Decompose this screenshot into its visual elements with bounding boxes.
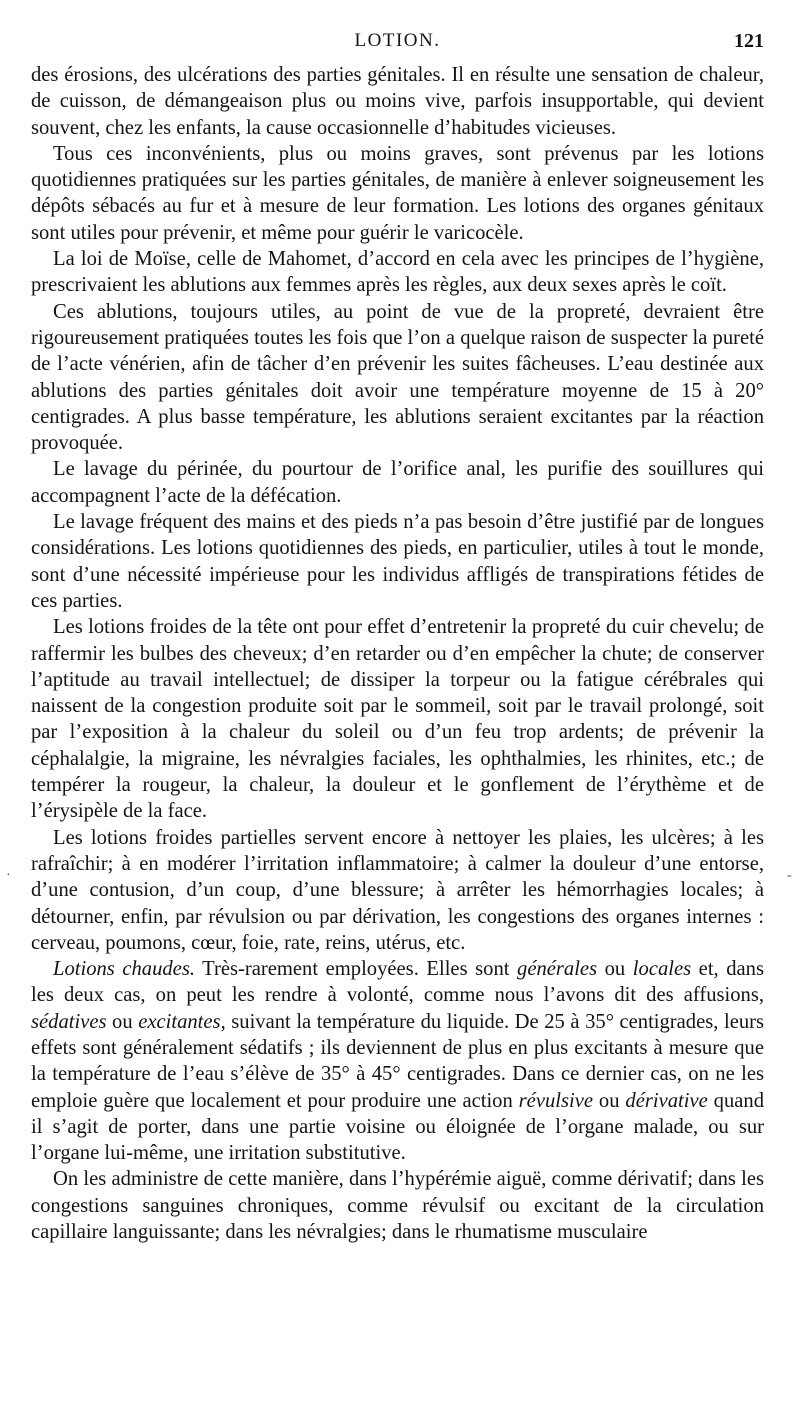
italic-term: excitantes: [138, 1010, 221, 1033]
paragraph-7: Les lotions froides de la tête ont pour effet d’entretenir la propreté du cuir chevelu; de raffermir les bulbes des cheveux; d’en retarder ou d’en empêcher la chute; de conserver l’aptitude au travail intellectuel; de dissiper la torpeur ou la fatigue cérébrales qui naissent de la congestion produite soit par le sommeil, soit par le travail prolongé, soit par l’exposition à la chaleur du soleil ou d’un feu trop ardents; de prévenir la céphalalgie, la migraine, les névralgies faciales, les ophthalmies, les rhinites, etc.; de tempérer la rougeur, la chaleur, la douleur et le gonflement de l’érythème et de l’érysipèle de la face.: [31, 616, 764, 823]
paragraph-10: On les administre de cette manière, dans l’hypérémie aiguë, comme dérivatif; dans les congestions sanguines chroniques, comme révulsif ou excitant de la circulation capillaire languissante; dans les névralgies; dans le rhumatisme musculaire: [31, 1168, 764, 1244]
italic-term: locales: [632, 958, 692, 981]
paragraph-8: Les lotions froides partielles servent encore à nettoyer les plaies, les ulcères; à les rafraîchir; à en modérer l’irritation inflammatoire; à calmer la douleur d’une entorse, d’une contusion, d’un coup, d’une blessure; à arrêter les hémorrhagies locales; à détourner, enfin, par révulsion ou par dérivation, les congestions des organes internes : cerveau, poumons, cœur, foie, rate, reins, utérus, etc.: [31, 826, 764, 954]
text-run: ou: [593, 1089, 626, 1112]
paragraph-2: Tous ces inconvénients, plus ou moins graves, sont prévenus par les lotions quotidiennes pratiquées sur les parties génitales, de manière à enlever soigneusement les dépôts sébacés au fur et à mesure de leur formation. Les lotions des organes génitaux sont utiles pour prévenir, et même pour guérir le varicocèle.: [31, 142, 764, 244]
paragraph-1: des érosions, des ulcérations des parties génitales. Il en résulte une sensation de chaleur, de cuisson, de démangeaison plus ou moins vive, parfois insupportable, qui devient souvent, chez les enfants, la cause occasionnelle d’habitudes vicieuses.: [31, 64, 764, 139]
page-header: [31, 30, 764, 56]
paragraph-3: La loi de Moïse, celle de Mahomet, d’accord en cela avec les principes de l’hygiène, prescrivaient les ablutions aux femmes après les règles, aux deux sexes après le coït.: [31, 248, 764, 297]
paragraph-9: [31, 956, 764, 1166]
paragraph-5: Le lavage du périnée, du pourtour de l’orifice anal, les purifie des souillures qui accompagnent l’acte de la défécation.: [31, 458, 764, 507]
text-run: ou: [597, 958, 633, 981]
italic-term: révulsive: [518, 1089, 594, 1112]
margin-mark-left: ·: [6, 868, 11, 883]
text-run: , suivant la température du liquide. De 25 à 35° centigrades, leurs effets sont généralement sédatifs ; ils deviennent de plus en plus excitants à mesure que la température de l’eau s’élève de 35° à 45° centigrades. Dans ce dernier cas, on ne les emploie guère que localement et pour produire une action: [31, 1010, 764, 1112]
margin-mark-right: -: [787, 868, 792, 883]
section-heading-lotions-chaudes: Lotions chaudes.: [53, 958, 195, 981]
body-text: [31, 62, 764, 1245]
page-number: 121: [734, 30, 764, 52]
paragraph-6: Le lavage fréquent des mains et des pieds n’a pas besoin d’être justifié par de longues considérations. Les lotions quotidiennes des pieds, en particulier, utiles à tout le monde, sont d’une nécessité impérieuse pour les individus affligés de transpirations fétides de ces parties.: [31, 511, 764, 612]
text-run: ou: [106, 1010, 139, 1033]
text-run: Très-rarement employées. Elles sont: [195, 958, 518, 981]
running-head: LOTION.: [354, 30, 441, 51]
text-run: et, dans les deux cas, on peut les rendre à volonté, comme nous l’avons dit des affusions,: [31, 958, 764, 1007]
text-run: quand il s’agit de porter, dans une partie voisine ou éloignée de l’organe malade, ou sur l’organe lui-même, une irritation substitutive.: [31, 1089, 764, 1165]
italic-term: sédatives: [31, 1010, 107, 1033]
italic-term: dérivative: [625, 1089, 708, 1112]
paragraph-4: Ces ablutions, toujours utiles, au point de vue de la propreté, devraient être rigoureusement pratiquées toutes les fois que l’on a quelque raison de suspecter la pureté de l’acte vénérien, afin de tâcher d’en prévenir les suites fâcheuses. L’eau destinée aux ablutions des parties génitales doit avoir une température moyenne de 15 à 20° centigrades. A plus basse température, les ablutions seraient excitantes par la réaction provoquée.: [31, 300, 764, 455]
italic-term: générales: [517, 958, 598, 981]
